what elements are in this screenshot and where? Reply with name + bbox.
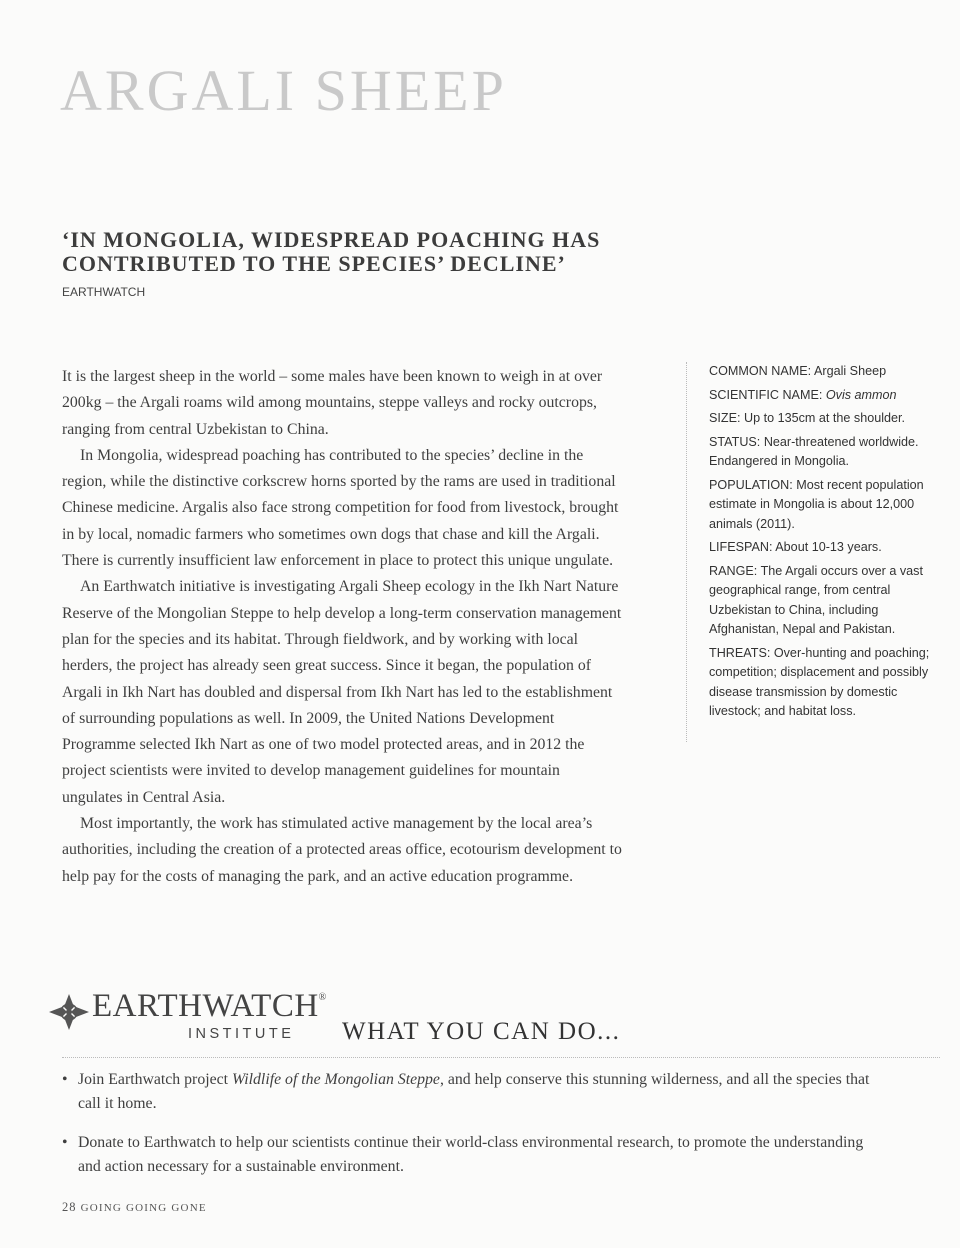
fact-label: SIZE: bbox=[709, 411, 741, 425]
fact-sidebar bbox=[686, 362, 946, 742]
fact-label: RANGE: bbox=[709, 563, 758, 578]
earthwatch-logo bbox=[48, 988, 338, 1048]
fact-common-name bbox=[709, 362, 946, 382]
fact-size bbox=[709, 409, 946, 429]
compass-star-icon bbox=[48, 992, 90, 1032]
body-paragraph: An Earthwatch initiative is investigating Argali Sheep ecology in the Ikh Nart Nature Reserve of the Mongolian Steppe to help develop a long-term conservation management plan for the species and its habitat. Through fieldwork, and by working with local herders, the project has already seen great success. Since it began, the population of Argali in Ikh Nart has doubled and dispersal from Ikh Nart has led to the establishment of surrounding populations as well. In 2009, the United Nations Development Programme selected Ikh Nart as one of two model protected areas, and in 2012 the project scientists were invited to develop management guidelines for mountain ungulates in Central Asia. bbox=[62, 578, 622, 806]
logo-wordmark bbox=[92, 988, 327, 1025]
action-text: , and help conserve this stunning wilderness, and all the species that call it home. bbox=[78, 1071, 870, 1112]
fact-value: About 10-13 years. bbox=[775, 540, 882, 554]
pull-quote-source: EARTHWATCH bbox=[62, 285, 146, 299]
pull-quote: ‘IN MONGOLIA, WIDESPREAD POACHING HAS CONTRIBUTED TO THE SPECIES’ DECLINE’ bbox=[62, 227, 601, 276]
fact-label: LIFESPAN: bbox=[709, 540, 773, 554]
fact-value: Most recent population estimate in Mongolia is about 12,000 animals (2011). bbox=[709, 477, 924, 531]
fact-value: Argali Sheep bbox=[813, 364, 887, 378]
fact-status bbox=[709, 433, 946, 472]
logo-subtitle: INSTITUTE bbox=[188, 1026, 295, 1042]
section-heading: WHAT YOU CAN DO... bbox=[342, 1018, 621, 1045]
fact-label: STATUS: bbox=[709, 434, 761, 449]
fact-label: SCIENTIFIC NAME: bbox=[709, 387, 823, 402]
body-paragraph: It is the largest sheep in the world – some males have been known to weigh in at over 200kg – the Argali roams wild among mountains, steppe valleys and rocky outcrops, ranging from central Uzbekistan to China. bbox=[62, 368, 603, 438]
page-title: ARGALI SHEEP bbox=[60, 58, 507, 123]
divider bbox=[62, 1057, 940, 1058]
fact-label: COMMON NAME: bbox=[709, 364, 812, 378]
article-body bbox=[62, 364, 622, 890]
page-number: 28 bbox=[62, 1200, 77, 1214]
fact-value: Up to 135cm at the shoulder. bbox=[744, 411, 906, 425]
fact-value: The Argali occurs over a vast geographical range, from central Uzbekistan to China, including Afghanistan, Nepal and Pakistan. bbox=[709, 563, 923, 636]
action-list bbox=[62, 1068, 882, 1194]
page-footer bbox=[62, 1200, 207, 1215]
project-title: Wildlife of the Mongolian Steppe bbox=[231, 1071, 440, 1088]
fact-population bbox=[709, 476, 946, 535]
action-text: Join Earthwatch project bbox=[78, 1071, 232, 1088]
body-paragraph: Most importantly, the work has stimulated active management by the local area’s authorities, including the creation of a protected areas office, ecotourism development to help pay for the costs of managing the park, and an active education programme. bbox=[62, 815, 622, 885]
registered-mark: ® bbox=[318, 992, 327, 1003]
fact-value: Near-threatened worldwide. Endangered in Mongolia. bbox=[709, 434, 919, 468]
fact-label: POPULATION: bbox=[709, 477, 793, 492]
fact-value: Ovis ammon bbox=[825, 387, 897, 402]
fact-label: THREATS: bbox=[709, 645, 771, 660]
fact-range bbox=[709, 562, 946, 640]
logo-name: EARTHWATCH bbox=[92, 988, 319, 1024]
fact-scientific-name bbox=[709, 386, 946, 406]
fact-threats bbox=[709, 644, 946, 722]
fact-value: Over-hunting and poaching; competition; displacement and possibly disease transmission by domestic livestock; and habitat loss. bbox=[709, 645, 930, 718]
list-item bbox=[62, 1068, 882, 1116]
publication-name: GOING GOING GONE bbox=[80, 1202, 207, 1214]
fact-lifespan bbox=[709, 538, 946, 558]
body-paragraph: In Mongolia, widespread poaching has contributed to the species’ decline in the region, while the distinctive corkscrew horns sported by the rams are used in traditional Chinese medicine. Argalis also face strong competition for food from livestock, brought in by local, nomadic farmers who sometimes own dogs that chase and kill the Argali. There is currently insufficient law enforcement in place to protect this unique ungulate. bbox=[62, 446, 619, 570]
list-item: • Donate to Earthwatch to help our scientists continue their world-class environmental research, to promote the understanding and action necessary for a sustainable environment. bbox=[62, 1131, 882, 1179]
